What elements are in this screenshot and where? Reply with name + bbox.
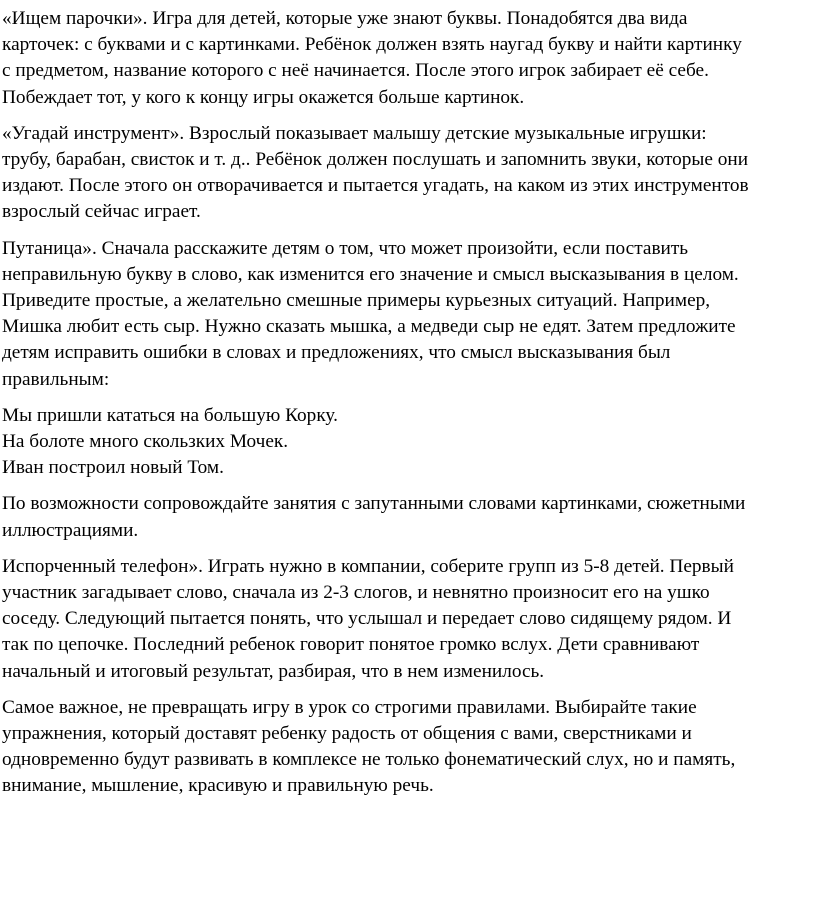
paragraph-broken-phone	[2, 554, 816, 685]
text-line: начальный и итоговый результат, разбирая, что в нем изменилось.	[2, 660, 545, 682]
text-line: неправильную букву в слово, как изменится его значение и смысл высказывания в целом.	[2, 263, 739, 285]
text-line: карточек: с буквами и с картинками. Ребёнок должен взять наугад букву и найти картинку	[2, 34, 742, 56]
example-line: Мы пришли кататься на большую Корку.	[2, 404, 338, 426]
paragraph-find-pairs	[2, 6, 816, 111]
text-line: иллюстрациями.	[2, 519, 139, 541]
paragraph-examples	[2, 403, 816, 482]
text-line: упражнения, который доставят ребенку радость от общения с вами, сверстниками и	[2, 723, 692, 745]
text-line: правильным:	[2, 368, 110, 390]
text-line: «Ищем парочки». Игра для детей, которые уже знают буквы. Понадобятся два вида	[2, 8, 688, 29]
text-line: с предметом, название которого с неё начинается. После этого игрок забирает её себе.	[2, 60, 709, 82]
paragraph-confusion	[2, 236, 816, 393]
example-line: Иван построил новый Том.	[2, 457, 224, 479]
text-line: Путаница». Сначала расскажите детям о том, что может произойти, если поставить	[2, 237, 689, 259]
text-line: Самое важное, не превращать игру в урок со строгими правилами. Выбирайте такие	[2, 696, 697, 718]
text-line: Приведите простые, а желательно смешные примеры курьезных ситуаций. Например,	[2, 290, 711, 312]
text-line: взрослый сейчас играет.	[2, 201, 201, 223]
example-line: На болоте много скользких Мочек.	[2, 431, 289, 453]
paragraph-conclusion	[2, 695, 816, 800]
text-line: одновременно будут развивать в комплексе не только фонематический слух, но и память,	[2, 749, 736, 771]
text-line: По возможности сопровождайте занятия с запутанными словами картинками, сюжетными	[2, 493, 746, 515]
text-line: так по цепочке. Последний ребенок говорит понятое громко вслух. Дети сравнивают	[2, 634, 700, 656]
text-line: трубу, барабан, свисток и т. д.. Ребёнок должен послушать и запомнить звуки, которые они	[2, 149, 749, 171]
text-line: соседу. Следующий пытается понять, что услышал и передает слово сидящему рядом. И	[2, 608, 732, 630]
paragraph-illustrations	[2, 491, 816, 543]
text-line: издают. После этого он отворачивается и пытается угадать, на каком из этих инструментов	[2, 175, 749, 197]
text-line: Испорченный телефон». Играть нужно в компании, соберите групп из 5-8 детей. Первый	[2, 555, 734, 577]
paragraph-guess-instrument	[2, 121, 816, 226]
text-line: Побеждает тот, у кого к концу игры окажется больше картинок.	[2, 86, 525, 108]
text-line: детям исправить ошибки в словах и предложениях, что смысл высказывания был	[2, 342, 671, 364]
text-line: «Угадай инструмент». Взрослый показывает малышу детские музыкальные игрушки:	[2, 122, 707, 144]
text-line: участник загадывает слово, сначала из 2-3 слогов, и невнятно произносит его на ушко	[2, 582, 710, 604]
text-line: внимание, мышление, красивую и правильную речь.	[2, 775, 434, 797]
text-line: Мишка любит есть сыр. Нужно сказать мышка, а медведи сыр не едят. Затем предложите	[2, 316, 736, 338]
